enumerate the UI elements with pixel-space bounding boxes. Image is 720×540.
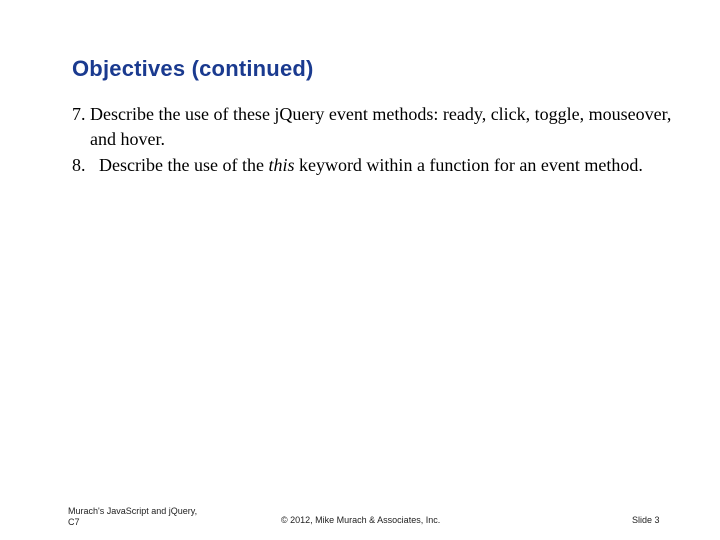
footer-book-line: Murach's JavaScript and jQuery, (68, 506, 198, 516)
objective-text-part: keyword within a function for an event method. (294, 155, 643, 175)
objective-emphasis: this (268, 155, 295, 175)
footer-copyright: © 2012, Mike Murach & Associates, Inc. (281, 515, 441, 525)
objective-text (72, 102, 672, 152)
footer-chapter-line: C7 (68, 517, 80, 527)
objective-item-8 (72, 153, 672, 178)
objective-item-7 (72, 102, 672, 152)
slide-title: Objectives (continued) (72, 56, 314, 81)
objective-number: 8. (72, 155, 86, 175)
footer-slide-number: Slide 3 (632, 515, 660, 525)
objective-number: 7. (72, 104, 86, 124)
objective-text-part: Describe the use of the (99, 155, 269, 175)
objective-text-part: Describe the use of these jQuery event methods: ready, click, toggle, mouseover, and hover. (90, 104, 672, 149)
footer-book-title (68, 506, 238, 528)
objectives-list (72, 102, 672, 179)
objective-text (72, 153, 672, 178)
